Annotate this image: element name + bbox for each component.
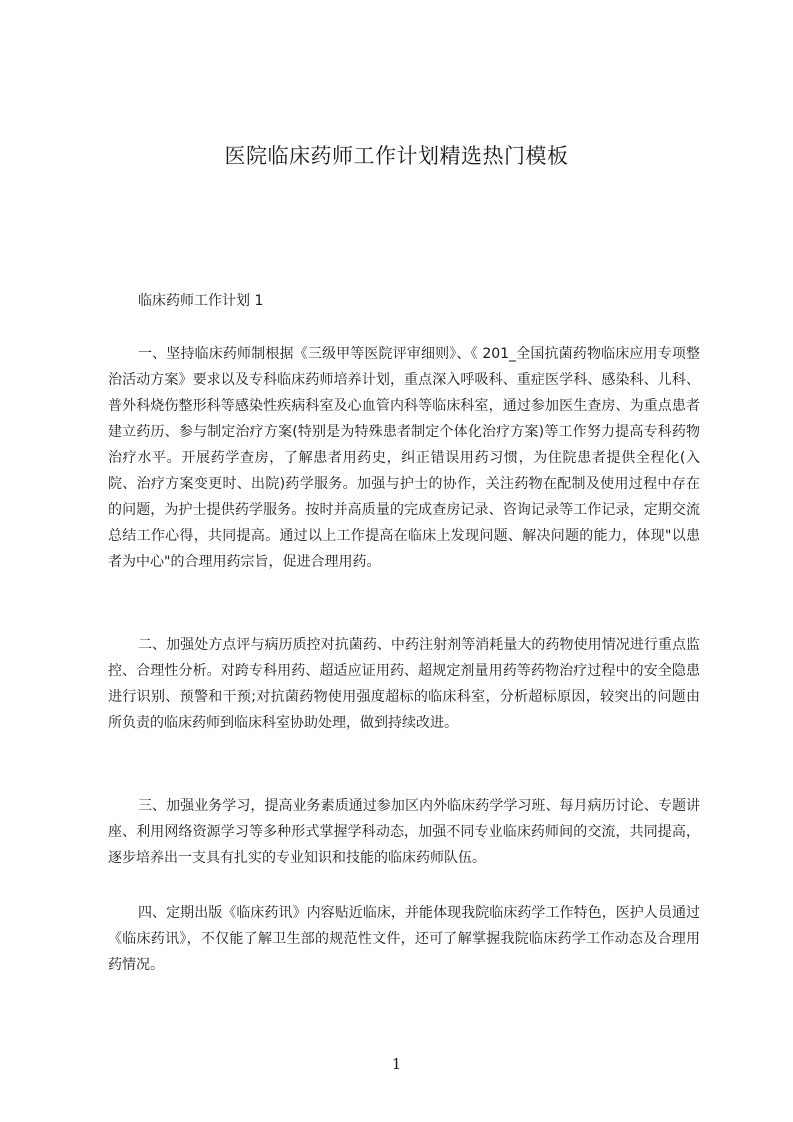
- paragraph-4: 四、定期出版《临床药讯》内容贴近临床，并能体现我院临床药学工作特色，医护人员通过《临床药讯》，不仅能了解卫生部的规范性文件，还可了解掌握我院临床药学工作动态及合理用药情况。: [108, 905, 700, 973]
- page-number: 1: [391, 1055, 402, 1073]
- paragraph-3: 三、加强业务学习，提高业务素质通过参加区内外临床药学学习班、每月病历讨论、专题讲座、利用网络资源学习等多种形式掌握学科动态，加强不同专业临床药师间的交流，共同提高，逐步培养出一支具有扎实的专业知识和技能的临床药师队伍。: [108, 798, 700, 866]
- paragraph-1: 一、坚持临床药师制根据《三级甲等医院评审细则》、《 201_全国抗菌药物临床应用专项整治活动方案》要求以及专科临床药师培养计划，重点深入呼吸科、重症医学科、感染科、儿科、普外科烧伤整形科等感染性疾病科室及心血管内科等临床科室，通过参加医生查房、为重点患者建立药历、参与制定治疗方案(特别是为特殊患者制定个体化治疗方案)等工作努力提高专科药物治疗水平。开展药学查房，了解患者用药史，纠正错误用药习惯，为住院患者提供全程化(入院、治疗方案变更时、出院)药学服务。加强与护士的协作，关注药物在配制及使用过程中存在的问题，为护士提供药学服务。按时并高质量的完成查房记录、咨询记录等工作记录，定期交流总结工作心得，共同提高。通过以上工作提高在临床上发现问题、解决问题的能力，体现"以患者为中心"的合理用药宗旨，促进合理用药。: [108, 346, 700, 570]
- paragraph-2: 二、加强处方点评与病历质控对抗菌药、中药注射剂等消耗量大的药物使用情况进行重点监控、合理性分析。对跨专科用药、超适应证用药、超规定剂量用药等药物治疗过程中的安全隐患进行识别、预警和干预;对抗菌药物使用强度超标的临床科室，分析超标原因，较突出的问题由所负责的临床药师到临床科室协助处理，做到持续改进。: [108, 637, 700, 731]
- section-subheading: 临床药师工作计划 1: [138, 293, 264, 309]
- document-title: 医院临床药师工作计划精选热门模板: [224, 144, 569, 168]
